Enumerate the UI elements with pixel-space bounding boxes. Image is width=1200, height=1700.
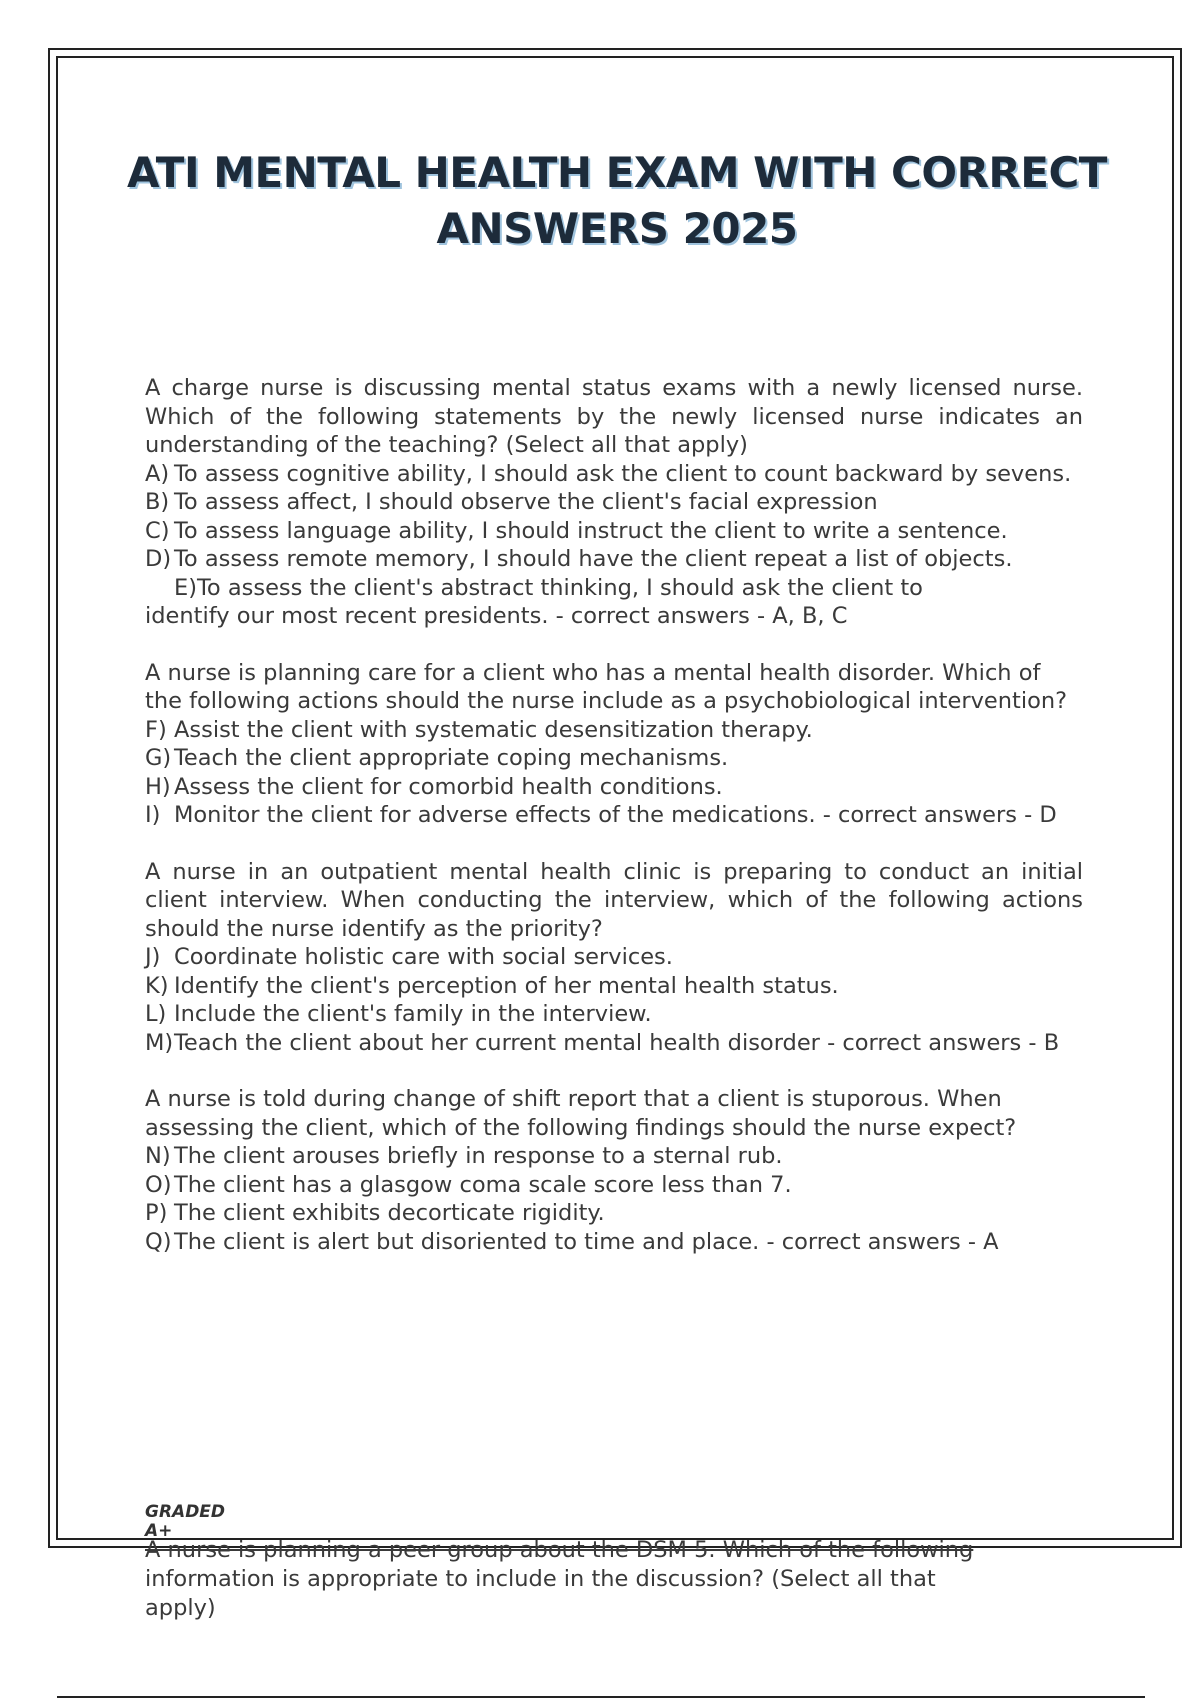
question-4-option-q — [145, 1228, 1083, 1257]
question-2-option-f — [145, 716, 1083, 745]
question-5-line-2: information is appropriate to include in the discussion? (Select all that — [145, 1566, 936, 1592]
option-letter: L) — [145, 1001, 167, 1027]
question-3-option-j — [145, 943, 1083, 972]
question-5-line-3: apply) — [145, 1595, 216, 1621]
question-4 — [145, 1085, 1083, 1256]
option-letter: J) — [145, 944, 161, 970]
title-line-2: ANSWERS 2025 — [436, 204, 798, 253]
option-text: To assess cognitive ability, I should ask the client to count backward by sevens. — [174, 460, 1072, 487]
option-text: The client arouses briefly in response to a sternal rub. — [174, 1143, 783, 1169]
question-1-option-a — [145, 460, 1083, 489]
option-letter: Q) — [145, 1228, 172, 1255]
option-letter: C) — [145, 517, 170, 544]
document-title — [100, 145, 1134, 257]
option-text: Assess the client for comorbid health conditions. — [174, 773, 723, 800]
option-letter: N) — [145, 1143, 171, 1169]
option-text: Assist the client with systematic desensitization therapy. — [174, 716, 813, 743]
option-letter: K) — [145, 972, 169, 999]
option-text: Monitor the client for adverse effects of the medications. - correct answers - D — [174, 802, 1057, 828]
option-letter: D) — [145, 546, 172, 572]
option-letter: O) — [145, 1171, 172, 1198]
question-3-option-k — [145, 972, 1083, 1001]
title-line-1: ATI MENTAL HEALTH EXAM WITH CORRECT — [127, 148, 1107, 197]
question-1-option-d — [145, 545, 1083, 574]
option-text: To assess language ability, I should instruct the client to write a sentence. — [174, 517, 1008, 544]
option-text: Teach the client about her current mental health disorder - correct answers - B — [174, 1029, 1060, 1056]
option-letter: P) — [145, 1200, 168, 1226]
option-letter: M) — [145, 1029, 174, 1056]
graded-label: GRADED — [145, 1502, 226, 1522]
question-4-text: A nurse is told during change of shift report that a client is stuporous. When assessing the client, which of the following findings should the nurse expect? — [145, 1086, 1017, 1141]
option-text: Teach the client appropriate coping mechanisms. — [174, 745, 729, 771]
question-2-text: A nurse is planning care for a client who has a mental health disorder. Which of the following actions should the nurse include as a psychobiological intervention? — [145, 659, 1068, 714]
question-2-option-i — [145, 801, 1083, 830]
question-1-option-c — [145, 517, 1083, 546]
option-text: To assess affect, I should observe the client's facial expression — [174, 489, 878, 515]
question-1-option-b — [145, 488, 1083, 517]
option-text: The client exhibits decorticate rigidity. — [174, 1200, 605, 1226]
option-letter: B) — [145, 489, 170, 515]
question-4-option-p — [145, 1199, 1083, 1228]
questions-body — [145, 374, 1083, 1284]
question-1 — [145, 374, 1083, 631]
option-text: The client is alert but disoriented to time and place. - correct answers - A — [174, 1228, 999, 1255]
option-text: Coordinate holistic care with social services. — [174, 944, 673, 970]
option-letter: F) — [145, 716, 167, 743]
question-4-option-o — [145, 1171, 1083, 1200]
question-5-overflow — [145, 1536, 1083, 1621]
question-3-option-l — [145, 1000, 1083, 1029]
question-3-option-m — [145, 1029, 1083, 1058]
graded-grade: A+ — [145, 1521, 173, 1541]
question-3 — [145, 858, 1083, 1058]
option-text: Include the client's family in the interview. — [174, 1001, 652, 1027]
question-2-option-g — [145, 744, 1083, 773]
question-5-line-1: A nurse is planning a peer group about the DSM 5. Which of the following — [145, 1537, 974, 1563]
question-1-option-e: E)To assess the client's abstract thinking, I should ask the client to — [174, 574, 923, 601]
option-letter: G) — [145, 745, 172, 771]
footer-rule — [57, 1696, 1145, 1698]
question-4-option-n — [145, 1142, 1083, 1171]
question-3-text: A nurse in an outpatient mental health clinic is preparing to conduct an initial client interview. When conducting the interview, which of the following actions should the nurse identify as the priority? — [145, 858, 1083, 942]
option-letter: H) — [145, 773, 171, 800]
question-2-option-h — [145, 773, 1083, 802]
option-text: To assess remote memory, I should have the client repeat a list of objects. — [174, 546, 1013, 572]
option-letter: A) — [145, 460, 170, 487]
option-text: The client has a glasgow coma scale score less than 7. — [174, 1171, 792, 1198]
option-text: Identify the client's perception of her mental health status. — [174, 972, 839, 999]
option-letter: I) — [145, 802, 161, 828]
question-2 — [145, 659, 1083, 830]
question-1-answer: identify our most recent presidents. - correct answers - A, B, C — [145, 603, 848, 629]
question-1-text: A charge nurse is discussing mental status exams with a newly licensed nurse. Which of the following statements by the newly licensed nurse indicates an understanding of the teaching? (Select all that apply) — [145, 375, 1083, 458]
